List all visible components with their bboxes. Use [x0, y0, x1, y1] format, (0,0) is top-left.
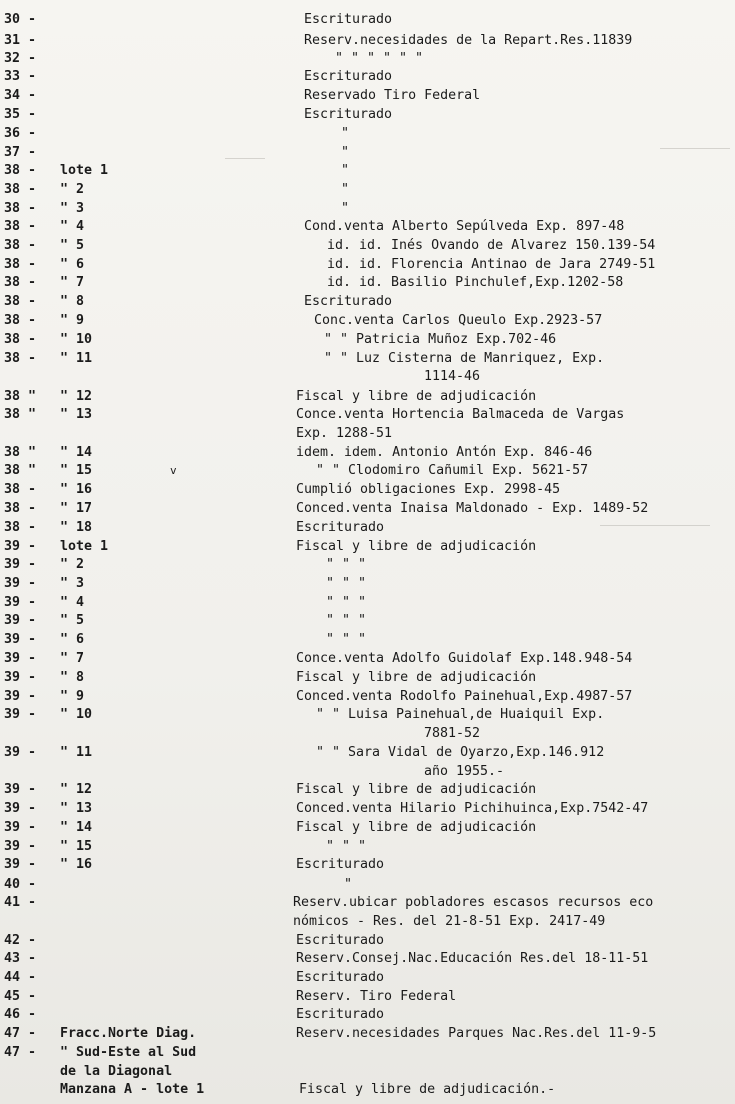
- row-number: 39 -: [4, 801, 37, 816]
- lot-label: Fracc.Norte Diag.: [60, 1026, 197, 1041]
- row-number: 39 -: [4, 670, 37, 685]
- lot-label: " 2: [60, 182, 85, 197]
- row-description: Conced.venta Hilario Pichihuinca,Exp.7542-47: [296, 801, 649, 816]
- row-number: 38 -: [4, 501, 37, 516]
- record-row: [0, 706, 735, 724]
- row-description: Reservado Tiro Federal: [304, 88, 481, 103]
- lot-label: " 12: [60, 389, 93, 404]
- row-number: 38 -: [4, 351, 37, 366]
- row-description: ": [341, 126, 350, 141]
- record-row: [0, 1081, 735, 1099]
- row-number: 42 -: [4, 933, 37, 948]
- row-number: 39 -: [4, 820, 37, 835]
- lot-label: " 9: [60, 313, 85, 328]
- row-number: 39 -: [4, 595, 37, 610]
- lot-label: " 7: [60, 651, 85, 666]
- row-number: 38 -: [4, 257, 37, 272]
- record-row: [0, 68, 735, 86]
- row-description: id. id. Basilio Pinchulef,Exp.1202-58: [327, 275, 624, 290]
- record-row: [0, 988, 735, 1006]
- record-row: [0, 1025, 735, 1043]
- record-row: [0, 969, 735, 987]
- lot-label: " 2: [60, 557, 85, 572]
- row-number: 38 -: [4, 238, 37, 253]
- record-row: [0, 1006, 735, 1024]
- record-row: [0, 181, 735, 199]
- row-description: Fiscal y libre de adjudicación: [296, 782, 537, 797]
- lot-label: " 12: [60, 782, 93, 797]
- row-number: 45 -: [4, 989, 37, 1004]
- lot-label: " 4: [60, 595, 85, 610]
- row-number: 38 -: [4, 163, 37, 178]
- record-row: [0, 200, 735, 218]
- record-row: [0, 144, 735, 162]
- row-description: id. id. Inés Ovando de Alvarez 150.139-54: [327, 238, 656, 253]
- lot-label: " 3: [60, 576, 85, 591]
- row-number: 39 -: [4, 839, 37, 854]
- lot-label: " 16: [60, 857, 93, 872]
- lot-label: " 11: [60, 351, 93, 366]
- row-number: 38 ": [4, 389, 37, 404]
- row-description: 7881-52: [424, 726, 481, 741]
- record-row: [0, 688, 735, 706]
- lot-label: " 14: [60, 820, 93, 835]
- record-row: [0, 650, 735, 668]
- record-row: [0, 1044, 735, 1062]
- row-description: " " ": [326, 576, 367, 591]
- lot-label: " 4: [60, 219, 85, 234]
- row-description: " " ": [326, 839, 367, 854]
- row-number: 38 ": [4, 445, 37, 460]
- lot-label: " 7: [60, 275, 85, 290]
- lot-label: " 13: [60, 407, 93, 422]
- record-row: [0, 106, 735, 124]
- row-number: 34 -: [4, 88, 37, 103]
- row-number: 38 ": [4, 463, 37, 478]
- row-number: 39 -: [4, 782, 37, 797]
- record-row: [0, 406, 735, 424]
- row-description: Cumplió obligaciones Exp. 2998-45: [296, 482, 561, 497]
- lot-label: " 14: [60, 445, 93, 460]
- lot-label: " 5: [60, 613, 85, 628]
- lot-label: " 8: [60, 294, 85, 309]
- row-number: 36 -: [4, 126, 37, 141]
- record-row: [0, 763, 735, 781]
- row-number: 47 -: [4, 1026, 37, 1041]
- lot-label: " 11: [60, 745, 93, 760]
- row-description: Conced.venta Rodolfo Painehual,Exp.4987-57: [296, 689, 633, 704]
- row-number: 39 -: [4, 651, 37, 666]
- row-number: 43 -: [4, 951, 37, 966]
- lot-label: " 15: [60, 839, 93, 854]
- record-row: [0, 538, 735, 556]
- row-description: Fiscal y libre de adjudicación.-: [299, 1082, 556, 1097]
- row-number: 38 -: [4, 313, 37, 328]
- record-row: [0, 32, 735, 50]
- row-number: 39 -: [4, 557, 37, 572]
- row-number: 37 -: [4, 145, 37, 160]
- record-row: [0, 876, 735, 894]
- row-description: Conc.venta Carlos Queulo Exp.2923-57: [314, 313, 603, 328]
- row-description: Escriturado: [304, 12, 393, 27]
- record-row: [0, 87, 735, 105]
- row-description: Fiscal y libre de adjudicación: [296, 670, 537, 685]
- lot-label: " 3: [60, 201, 85, 216]
- row-number: 39 -: [4, 632, 37, 647]
- lot-label: " 15: [60, 463, 93, 478]
- paper-mark: [225, 158, 265, 159]
- row-number: 39 -: [4, 613, 37, 628]
- record-row: [0, 312, 735, 330]
- lot-label: " 10: [60, 707, 93, 722]
- row-number: 38 -: [4, 219, 37, 234]
- row-description: " " ": [326, 557, 367, 572]
- row-number: 47 -: [4, 1045, 37, 1060]
- row-description: Conced.venta Inaisa Maldonado - Exp. 1489-52: [296, 501, 649, 516]
- row-number: 38 -: [4, 332, 37, 347]
- row-description: Reserv.ubicar pobladores escasos recursos eco: [293, 895, 654, 910]
- lot-label: " 6: [60, 257, 85, 272]
- row-description: ": [341, 201, 350, 216]
- row-description: " " Patricia Muñoz Exp.702-46: [324, 332, 557, 347]
- lot-label: " 9: [60, 689, 85, 704]
- record-row: [0, 237, 735, 255]
- record-row: [0, 781, 735, 799]
- row-description: " " " " " ": [335, 51, 424, 66]
- row-number: 39 -: [4, 857, 37, 872]
- record-row: [0, 800, 735, 818]
- lot-label: lote 1: [60, 539, 109, 554]
- row-number: 39 -: [4, 539, 37, 554]
- row-number: 40 -: [4, 877, 37, 892]
- lot-label: " 5: [60, 238, 85, 253]
- row-description: Escriturado: [296, 1007, 385, 1022]
- record-row: [0, 500, 735, 518]
- row-description: Reserv.necesidades de la Repart.Res.11839: [304, 33, 633, 48]
- row-number: 33 -: [4, 69, 37, 84]
- lot-label: Manzana A - lote 1: [60, 1082, 205, 1097]
- row-description: Escriturado: [304, 107, 393, 122]
- record-row: [0, 519, 735, 537]
- row-description: ": [341, 145, 350, 160]
- record-row: [0, 256, 735, 274]
- row-number: 38 -: [4, 182, 37, 197]
- record-row: [0, 556, 735, 574]
- lot-label: " 17: [60, 501, 93, 516]
- record-row: [0, 819, 735, 837]
- row-number: 41 -: [4, 895, 37, 910]
- paper-mark: [660, 148, 730, 149]
- row-description: año 1955.-: [424, 764, 505, 779]
- record-row: [0, 125, 735, 143]
- lot-label: " 10: [60, 332, 93, 347]
- row-number: 38 -: [4, 201, 37, 216]
- row-description: " " Luz Cisterna de Manriquez, Exp.: [324, 351, 605, 366]
- row-description: Escriturado: [304, 69, 393, 84]
- record-row: [0, 669, 735, 687]
- row-number: 38 -: [4, 275, 37, 290]
- row-description: Fiscal y libre de adjudicación: [296, 389, 537, 404]
- row-number: 39 -: [4, 689, 37, 704]
- row-description: Conce.venta Adolfo Guidolaf Exp.148.948-54: [296, 651, 633, 666]
- row-number: 31 -: [4, 33, 37, 48]
- record-row: [0, 1063, 735, 1081]
- record-row: [0, 162, 735, 180]
- record-row: [0, 462, 735, 480]
- record-row: [0, 293, 735, 311]
- record-row: [0, 594, 735, 612]
- record-row: [0, 631, 735, 649]
- record-row: [0, 218, 735, 236]
- record-row: [0, 575, 735, 593]
- record-row: [0, 11, 735, 29]
- row-number: 38 -: [4, 482, 37, 497]
- record-row: [0, 725, 735, 743]
- row-description: Reserv.Consej.Nac.Educación Res.del 18-11-51: [296, 951, 649, 966]
- row-number: 38 ": [4, 407, 37, 422]
- row-description: " " Clodomiro Cañumil Exp. 5621-57: [316, 463, 589, 478]
- record-row: [0, 331, 735, 349]
- row-description: Reserv. Tiro Federal: [296, 989, 457, 1004]
- row-description: id. id. Florencia Antinao de Jara 2749-51: [327, 257, 656, 272]
- row-description: " " ": [326, 613, 367, 628]
- row-number: 39 -: [4, 707, 37, 722]
- record-row: [0, 388, 735, 406]
- record-row: [0, 856, 735, 874]
- row-description: Escriturado: [296, 970, 385, 985]
- row-description: Fiscal y libre de adjudicación: [296, 539, 537, 554]
- row-description: Conce.venta Hortencia Balmaceda de Vargas: [296, 407, 625, 422]
- record-row: [0, 744, 735, 762]
- row-description: " " ": [326, 595, 367, 610]
- row-description: Fiscal y libre de adjudicación: [296, 820, 537, 835]
- row-description: Cond.venta Alberto Sepúlveda Exp. 897-48: [304, 219, 625, 234]
- row-number: 30 -: [4, 12, 37, 27]
- row-description: ": [344, 877, 353, 892]
- row-description: " " ": [326, 632, 367, 647]
- row-description: Escriturado: [296, 933, 385, 948]
- lot-label: de la Diagonal: [60, 1064, 173, 1079]
- record-row: [0, 444, 735, 462]
- row-number: 46 -: [4, 1007, 37, 1022]
- row-description: 1114-46: [424, 369, 481, 384]
- row-number: 35 -: [4, 107, 37, 122]
- record-row: [0, 425, 735, 443]
- row-number: 44 -: [4, 970, 37, 985]
- record-row: [0, 481, 735, 499]
- row-number: 38 -: [4, 294, 37, 309]
- row-description: Escriturado: [296, 857, 385, 872]
- row-description: Escriturado: [296, 520, 385, 535]
- record-row: [0, 274, 735, 292]
- record-row: [0, 950, 735, 968]
- record-row: [0, 50, 735, 68]
- row-description: nómicos - Res. del 21-8-51 Exp. 2417-49: [293, 914, 606, 929]
- lot-label: " 18: [60, 520, 93, 535]
- lot-label: " 6: [60, 632, 85, 647]
- record-row: [0, 932, 735, 950]
- margin-check-mark: v: [170, 464, 177, 477]
- lot-label: " 8: [60, 670, 85, 685]
- row-description: " " Luisa Painehual,de Huaiquil Exp.: [316, 707, 605, 722]
- lot-label: " 16: [60, 482, 93, 497]
- row-description: " " Sara Vidal de Oyarzo,Exp.146.912: [316, 745, 605, 760]
- row-description: Escriturado: [304, 294, 393, 309]
- record-row: [0, 350, 735, 368]
- row-description: Exp. 1288-51: [296, 426, 393, 441]
- record-row: [0, 838, 735, 856]
- lot-label: lote 1: [60, 163, 109, 178]
- record-row: [0, 368, 735, 386]
- row-number: 39 -: [4, 576, 37, 591]
- row-description: ": [341, 182, 350, 197]
- row-description: ": [341, 163, 350, 178]
- row-number: 39 -: [4, 745, 37, 760]
- row-number: 38 -: [4, 520, 37, 535]
- record-row: [0, 894, 735, 912]
- lot-label: " Sud-Este al Sud: [60, 1045, 197, 1060]
- record-row: [0, 913, 735, 931]
- lot-label: " 13: [60, 801, 93, 816]
- row-number: 32 -: [4, 51, 37, 66]
- row-description: idem. idem. Antonio Antón Exp. 846-46: [296, 445, 593, 460]
- record-row: [0, 612, 735, 630]
- row-description: Reserv.necesidades Parques Nac.Res.del 11-9-5: [296, 1026, 657, 1041]
- paper-mark: [600, 525, 710, 526]
